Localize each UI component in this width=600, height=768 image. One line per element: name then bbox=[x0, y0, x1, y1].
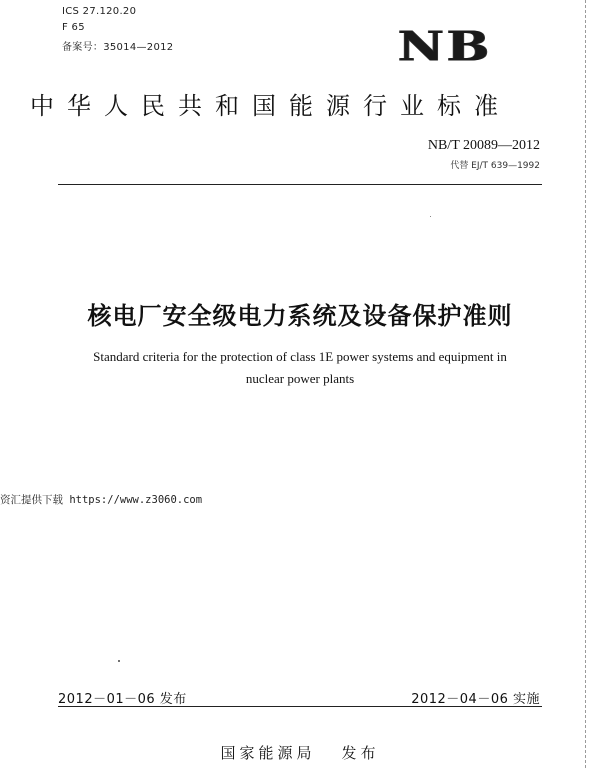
title-en-line-2: nuclear power plants bbox=[245, 371, 355, 386]
title-en-line-1: Standard criteria for the protection of class 1E power systems and equipment in bbox=[93, 349, 507, 364]
document-title-en bbox=[40, 346, 560, 390]
speck bbox=[430, 216, 431, 217]
download-watermark: 资汇提供下载 https://www.z3060.com bbox=[0, 494, 203, 506]
nb-logo: NB bbox=[398, 22, 492, 71]
publisher-line bbox=[0, 742, 600, 763]
header-divider bbox=[58, 184, 542, 185]
filing-number: 备案号：35014—2012 bbox=[62, 42, 174, 53]
organization-title: 中华人民共和国能源行业标准 bbox=[30, 92, 511, 120]
publisher-name: 国家能源局 bbox=[220, 744, 316, 762]
speck bbox=[118, 660, 120, 662]
clc-code: F 65 bbox=[62, 22, 85, 33]
scan-edge bbox=[585, 0, 586, 768]
issue-date: 2012－01－06 发布 bbox=[58, 692, 187, 707]
footer-divider bbox=[58, 706, 542, 707]
standard-number: NB/T 20089—2012 bbox=[427, 138, 540, 153]
publisher-action: 发布 bbox=[341, 744, 380, 762]
replaces-standard: 代替 EJ/T 639—1992 bbox=[450, 161, 540, 171]
ics-code: ICS 27.120.20 bbox=[62, 6, 137, 17]
implementation-date: 2012－04－06 实施 bbox=[411, 692, 540, 707]
document-title-zh: 核电厂安全级电力系统及设备保护准则 bbox=[87, 302, 513, 330]
